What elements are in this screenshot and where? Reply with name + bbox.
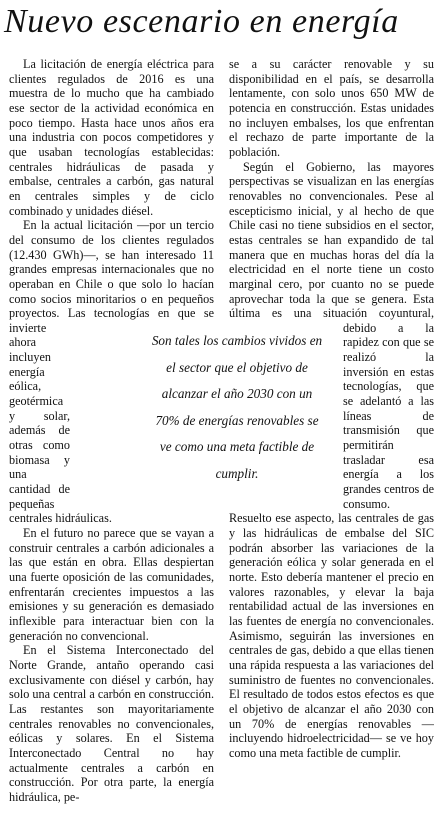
paragraph: En el Sistema Interconectado del Norte Grande, antaño operando casi exclusivamente con diésel y carbón, hay solo una central a carbón en construcción. Las restantes son mayoritariamente centrales renovables no convencionales, eólicas y solares. En el Sistema Interconectado Central no hay actualmente centrales a carbón en construcción. Por otra parte, la energía hidráulica, pe-: [9, 643, 214, 804]
pull-quote: Son tales los cambios vividos en el sector que el objetivo de alcanzar el año 2030 con un 70% de energías renovables se ve como una meta factible de cumplir.: [151, 333, 323, 481]
paragraph: En el futuro no parece que se vayan a construir centrales a carbón adicionales a las que están en obra. Ellas despiertan una fuerte oposición de las comunidades, enfrentarán crecientes impuestos a las emisiones y su generación es demasiado inflexible para interactuar bien con la generación no convencional.: [9, 526, 214, 643]
paragraph: En la actual licitación —por un tercio del consumo de los clientes regulados (12.430 GWh)—, se han interesado 11 grandes empresas internacionales que no operaban en Chile o que solo lo hacían como socios minoritarios o en pequeños proyectos. Las tecnologías en que se invierte ahora incluyen energía eólica, geotérmica y solar, además de otras como biomasa y una cantidad de pequeñas centrales hidráulicas.: [9, 218, 214, 526]
paragraph: se a su carácter renovable y su disponibilidad en el país, se desarrolla lentamente, con solo unos 650 MW de potencia en construcción. Estas unidades no incluyen embalses, los que enfrentan el rechazo de parte importante de la población.: [229, 57, 434, 159]
paragraph: La licitación de energía eléctrica para clientes regulados de 2016 es una muestra de lo mucho que ha cambiado ese sector de la actividad económica en poco tiempo. Hasta hace unos años era una industria con pocos competidores y que usaban tecnologías establecidas: centrales hidráulicas de pasada y embalse, centrales a carbón, gas natural en centrales simples y de ciclo combinado y unidades diésel.: [9, 57, 214, 218]
paragraph: Según el Gobierno, las mayores perspectivas se visualizan en las energías renovables no convencionales. Pese al escepticismo inicial, y al hecho de que Chile casi no tiene subsidios en el sector, estas centrales se han expandido de tal manera que en muchas horas del día la electricidad en el norte tiene un costo marginal cero, por cuanto no se puede aprovechar toda la que se genera. Esta última es una situación coyuntural, debido a la rapidez con que se realizó la inversión en estas tecnologías, que se adelantó a las líneas de transmisión que permitirán trasladar esa energía a los grandes centros de consumo. Resuelto ese aspecto, las centrales de gas y las hidráulicas de embalse del SIC podrán absorber las variaciones de la generación eólica y solar generada en el norte. Esto debería mantener el precio en valores razonables, y elevar la baja rentabilidad actual de las inversiones en las fuentes de energía no convencionales. Asimismo, seguirán las inversiones en centrales de gas, debido a que ellas tienen una rápida respuesta a las variaciones del suministro de fuentes no convencionales. El resultado de todos estos efectos es que el objetivo de alcanzar el año 2030 con un 70% de energías renovables —incluyendo hidroelectricidad— se ve hoy como una meta factible de cumplir.: [229, 159, 434, 760]
article-headline: Nuevo escenario en energía: [4, 3, 399, 40]
